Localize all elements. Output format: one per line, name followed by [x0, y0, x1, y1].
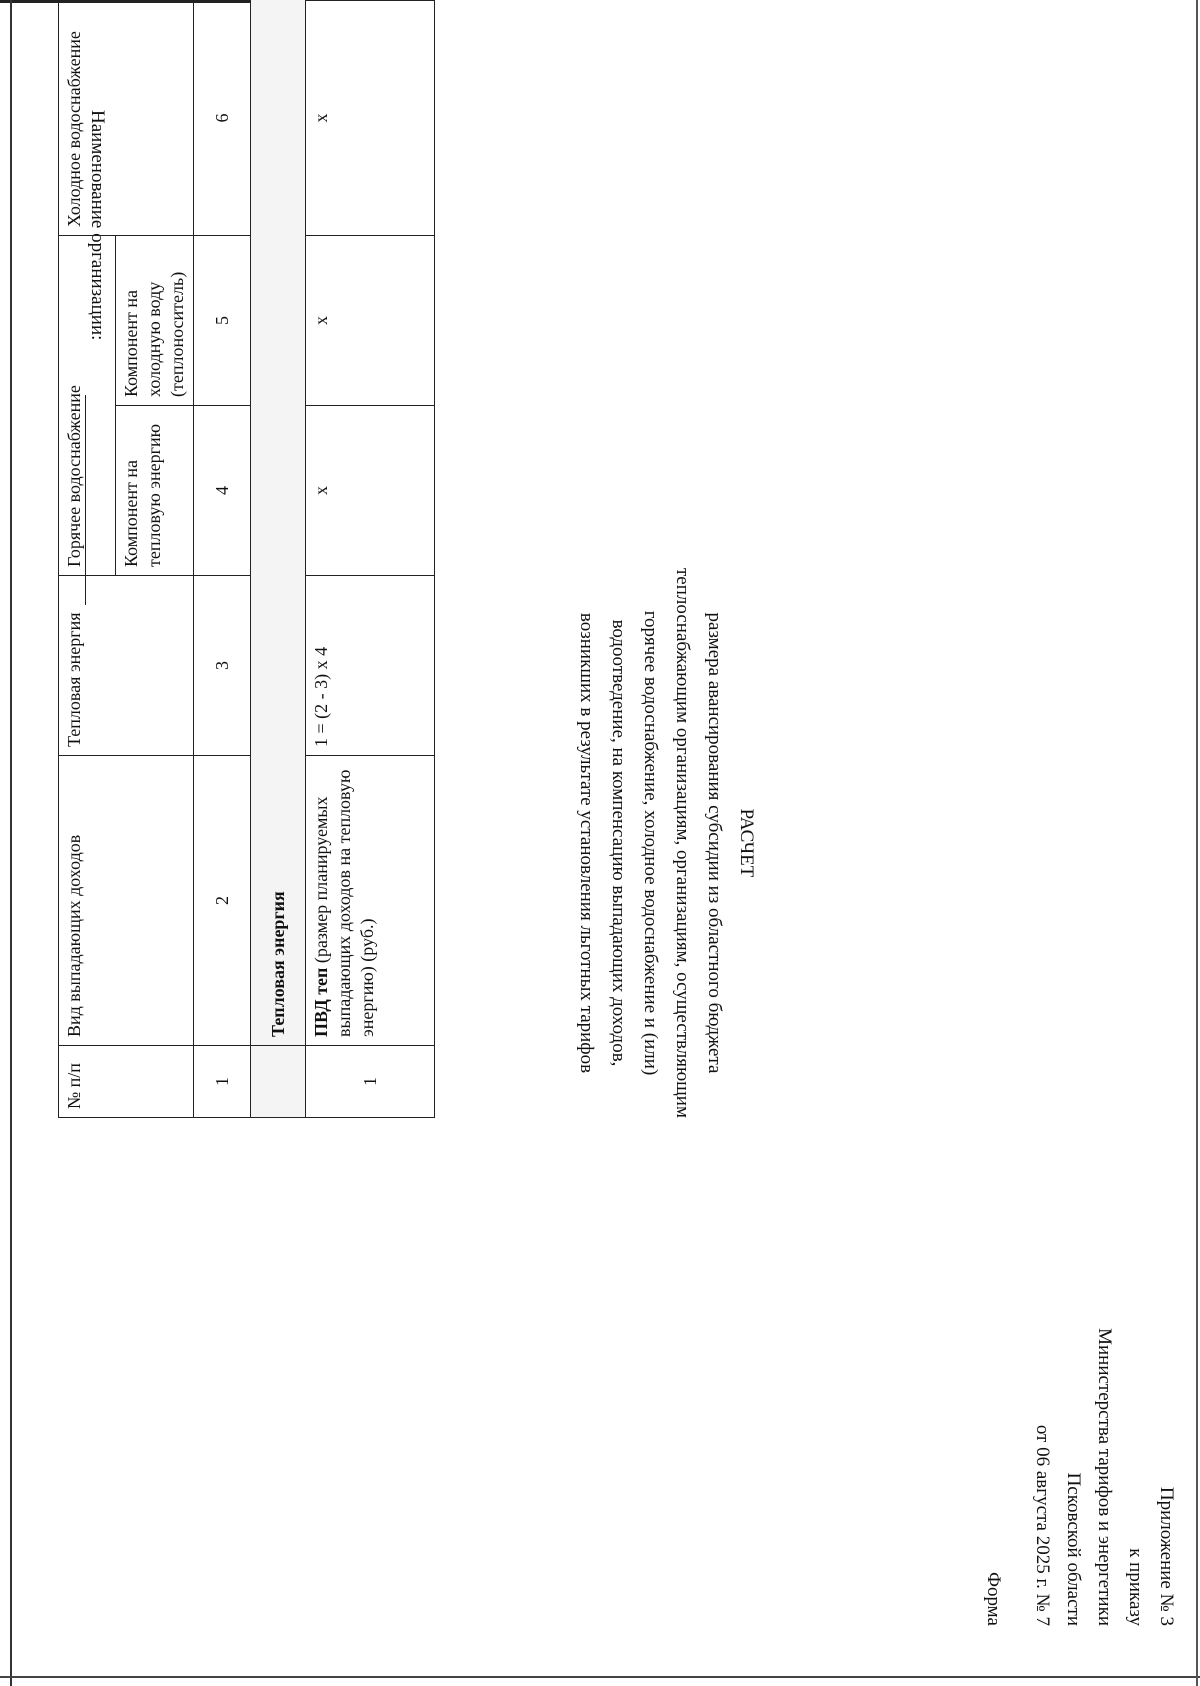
- row-num: 1: [306, 1046, 435, 1118]
- section-row-heat: [251, 0, 306, 1118]
- section-num-cell: [251, 1046, 306, 1118]
- column-number-row: [194, 0, 251, 1118]
- header-row-1: [59, 0, 116, 1118]
- col-number-3: 3: [194, 576, 251, 756]
- row-heat-formula: 1 = (2 - 3) x 4: [306, 576, 435, 756]
- row-kind-description: (размер планируемых выпадающих доходов на тепловую энергию) (руб.): [311, 769, 377, 1037]
- appendix-ministry: Министерства тарифов и энергетики: [1094, 1328, 1115, 1626]
- header-heat: Тепловая энергия: [59, 576, 194, 756]
- col-number-6: 6: [194, 1, 251, 236]
- header-hot-heat: Компонент на тепловую энергию: [116, 406, 194, 576]
- appendix-order: к приказу: [1125, 1548, 1146, 1626]
- title-heading: РАСЧЕТ: [736, 808, 757, 878]
- col-number-4: 4: [194, 406, 251, 576]
- header-cold-water: Холодное водоснабжение: [59, 1, 194, 236]
- header-sewage: [59, 0, 194, 1]
- calculation-table: [58, 0, 435, 1118]
- form-label: Форма: [983, 1571, 1004, 1626]
- organization-label: Наименование организации:: [87, 110, 108, 341]
- title-line-5: возникших в результате установления льготных тарифов: [576, 612, 597, 1074]
- appendix-number: Приложение № 3: [1156, 1486, 1177, 1626]
- col-number-7: [194, 0, 251, 1]
- col-number-2: 2: [194, 756, 251, 1046]
- appendix-block: [978, 1328, 1182, 1626]
- appendix-date: от 06 августа 2025 г. № 7: [1032, 1424, 1053, 1626]
- calculation-table-wrapper: [58, 0, 1108, 1118]
- row-kind: [306, 756, 435, 1046]
- header-num: № п/п: [59, 1046, 194, 1118]
- col-number-5: 5: [194, 236, 251, 406]
- table-row: [306, 0, 435, 1118]
- header-kind: Вид выпадающих доходов: [59, 756, 194, 1046]
- row-hot-cold: x: [306, 236, 435, 406]
- row-hot-heat: x: [306, 406, 435, 576]
- title-line-2: теплоснабжающим организациям, организациям, осуществляющим: [672, 568, 693, 1118]
- header-hot-cold: Компонент на холодную воду (теплоноситель): [116, 236, 194, 406]
- row-kind-code: ПВД теп: [311, 967, 331, 1037]
- title-line-4: водоотведение, на компенсацию выпадающих доходов,: [608, 619, 629, 1067]
- row-cold-water: x: [306, 1, 435, 236]
- title-line-1: размера авансирования субсидии из областного бюджета: [704, 612, 725, 1074]
- row-sewage: [306, 0, 435, 1]
- section-heat-label: Тепловая энергия: [251, 0, 306, 1046]
- col-number-1: 1: [194, 1046, 251, 1118]
- title-line-3: горячее водоснабжение, холодное водоснабжение и (или): [640, 610, 661, 1076]
- appendix-region: Псковской области: [1063, 1472, 1084, 1626]
- header-hot-water: Горячее водоснабжение: [59, 236, 116, 576]
